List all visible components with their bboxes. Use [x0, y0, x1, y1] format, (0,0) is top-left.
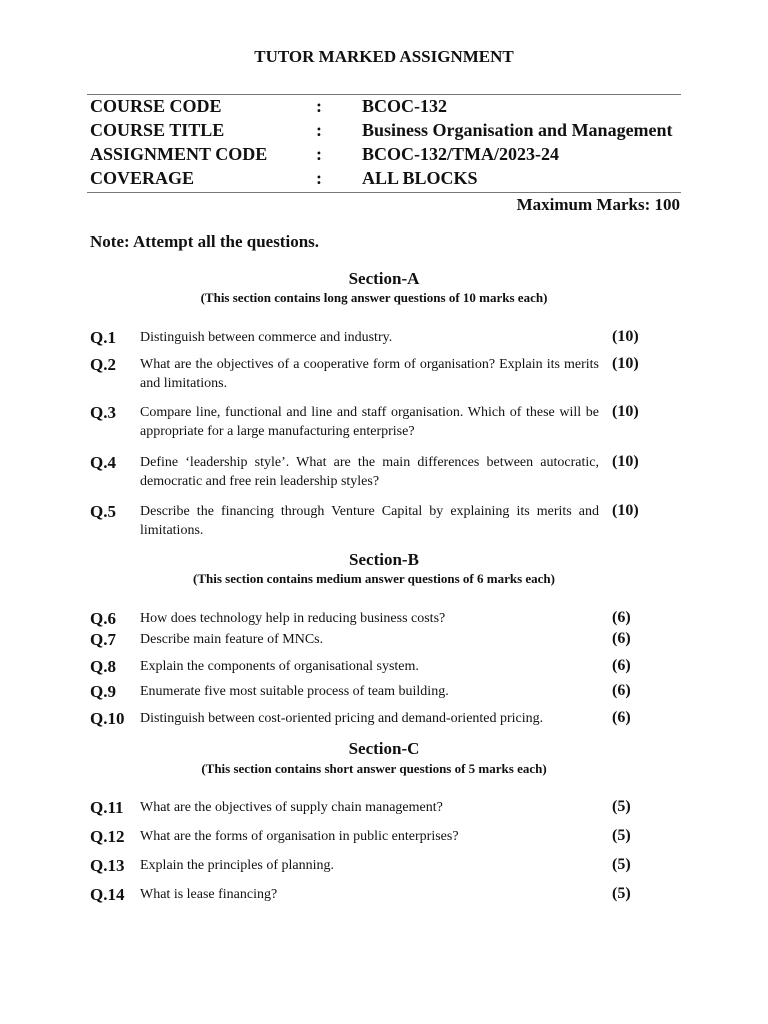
question-number: Q.4 [90, 453, 116, 472]
question-number: Q.12 [90, 827, 125, 846]
question-number: Q.2 [90, 355, 116, 374]
assignment-code-value: BCOC-132/TMA/2023-24 [362, 144, 559, 164]
question-text: What is lease financing? [140, 887, 278, 902]
question-number: Q.7 [90, 630, 116, 649]
maximum-marks: Maximum Marks: 100 [516, 195, 680, 214]
question-marks: (10) [612, 403, 639, 420]
section-a-subtitle: (This section contains long answer questions of 10 marks each) [200, 290, 548, 305]
assignment-title: TUTOR MARKED ASSIGNMENT [254, 47, 514, 66]
header-bottom-rule [87, 192, 681, 193]
question-marks: (5) [612, 885, 631, 902]
course-code-value: BCOC-132 [362, 96, 447, 116]
course-title-colon: : [316, 120, 322, 140]
question-text: Define ‘leadership style’. What are the main differences between autocratic, democratic and free rein leadership styles? [140, 455, 599, 489]
question-number: Q.10 [90, 709, 125, 728]
question-text: What are the forms of organisation in public enterprises? [140, 829, 459, 844]
question-text: Distinguish between cost-oriented pricing and demand-oriented pricing. [140, 711, 544, 726]
question-marks: (6) [612, 657, 631, 674]
question-text: What are the objectives of a cooperative form of organisation? Explain its merits and limitations. [140, 357, 599, 391]
section-b-subtitle: (This section contains medium answer questions of 6 marks each) [193, 571, 555, 586]
question-marks: (10) [612, 502, 639, 519]
question-number: Q.5 [90, 502, 116, 521]
question-text: Compare line, functional and line and staff organisation. Which of these will be appropriate for a large manufacturing enterprise? [140, 405, 599, 439]
question-marks: (5) [612, 856, 631, 873]
question-marks: (6) [612, 609, 631, 626]
assignment-code-colon: : [316, 144, 322, 164]
question-marks: (6) [612, 630, 631, 647]
coverage-colon: : [316, 168, 322, 188]
section-c-subtitle: (This section contains short answer questions of 5 marks each) [201, 761, 547, 776]
question-marks: (10) [612, 328, 639, 345]
section-a-title: Section-A [348, 269, 420, 288]
course-title-label: COURSE TITLE [90, 120, 225, 140]
question-text: Distinguish between commerce and industry. [140, 330, 393, 345]
question-marks: (10) [612, 453, 639, 470]
question-number: Q.14 [90, 885, 125, 904]
question-marks: (6) [612, 709, 631, 726]
coverage-value: ALL BLOCKS [362, 168, 478, 188]
question-text: Describe main feature of MNCs. [140, 632, 324, 647]
question-number: Q.9 [90, 682, 116, 701]
question-text: How does technology help in reducing business costs? [140, 611, 446, 626]
question-marks: (5) [612, 827, 631, 844]
question-marks: (5) [612, 798, 631, 815]
course-code-label: COURSE CODE [90, 96, 222, 116]
course-title-value: Business Organisation and Management [362, 120, 673, 140]
question-number: Q.13 [90, 856, 125, 875]
question-text: Explain the principles of planning. [140, 858, 335, 873]
coverage-label: COVERAGE [90, 168, 195, 188]
section-b-title: Section-B [349, 550, 419, 569]
question-number: Q.3 [90, 403, 116, 422]
question-number: Q.8 [90, 657, 116, 676]
assignment-code-label: ASSIGNMENT CODE [90, 144, 268, 164]
question-text: Enumerate five most suitable process of team building. [140, 684, 449, 699]
section-c-title: Section-C [348, 739, 420, 758]
instruction-note: Note: Attempt all the questions. [90, 232, 320, 251]
header-top-rule [87, 94, 681, 95]
question-text: What are the objectives of supply chain management? [140, 800, 443, 815]
question-number: Q.11 [90, 798, 124, 817]
question-text: Explain the components of organisational system. [140, 659, 419, 674]
question-number: Q.6 [90, 609, 116, 628]
course-code-colon: : [316, 96, 322, 116]
question-marks: (10) [612, 355, 639, 372]
question-text: Describe the financing through Venture Capital by explaining its merits and limitations. [140, 504, 599, 538]
question-marks: (6) [612, 682, 631, 699]
question-number: Q.1 [90, 328, 116, 347]
